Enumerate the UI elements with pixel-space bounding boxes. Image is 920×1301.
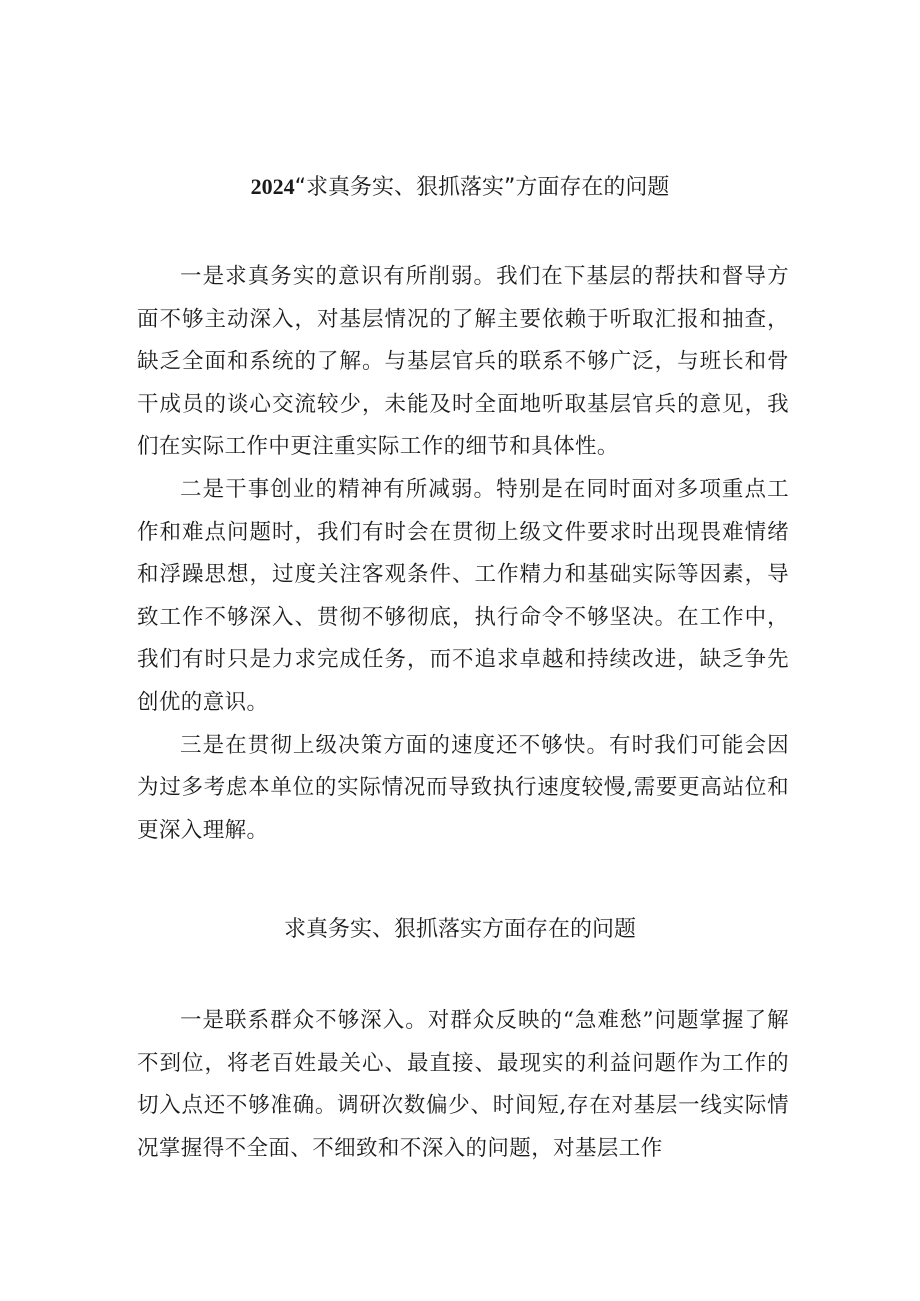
title-year: 2024 bbox=[250, 174, 295, 199]
section-title bbox=[0, 172, 920, 203]
paragraph: 二是干事创业的精神有所减弱。特别是在同时面对多项重点工作和难点问题时，我们有时会在贯彻上级文件要求时出现畏难情绪和浮躁思想，过度关注客观条件、工作精力和基础实际等因素，导致工作不够深入、贯彻不够彻底，执行命令不够坚决。在工作中，我们有时只是力求完成任务，而不追求卓越和持续改进，缺乏争先创优的意识。 bbox=[137, 476, 789, 715]
section-body bbox=[137, 1000, 789, 1170]
paragraph: 一是联系群众不够深入。对群众反映的“急难愁”问题掌握了解不到位，将老百姓最关心、最直接、最现实的利益问题作为工作的切入点还不够准确。调研次数偏少、时间短,存在对基层一线实际情况掌握得不全面、不细致和不深入的问题，对基层工作 bbox=[137, 1008, 789, 1161]
section-title: 求真务实、狠抓落实方面存在的问题 bbox=[283, 917, 636, 942]
section-body bbox=[137, 256, 789, 852]
paragraph: 一是求真务实的意识有所削弱。我们在下基层的帮扶和督导方面不够主动深入，对基层情况的了解主要依赖于听取汇报和抽查，缺乏全面和系统的了解。与基层官兵的联系不够广泛，与班长和骨干成员的谈心交流较少，未能及时全面地听取基层官兵的意见，我们在实际工作中更注重实际工作的细节和具体性。 bbox=[137, 264, 789, 460]
title-text: “求真务实、狠抓落实”方面存在的问题 bbox=[294, 175, 670, 200]
paragraph: 三是在贯彻上级决策方面的速度还不够快。有时我们可能会因为过多考虑本单位的实际情况而导致执行速度较慢,需要更高站位和更深入理解。 bbox=[137, 732, 789, 843]
